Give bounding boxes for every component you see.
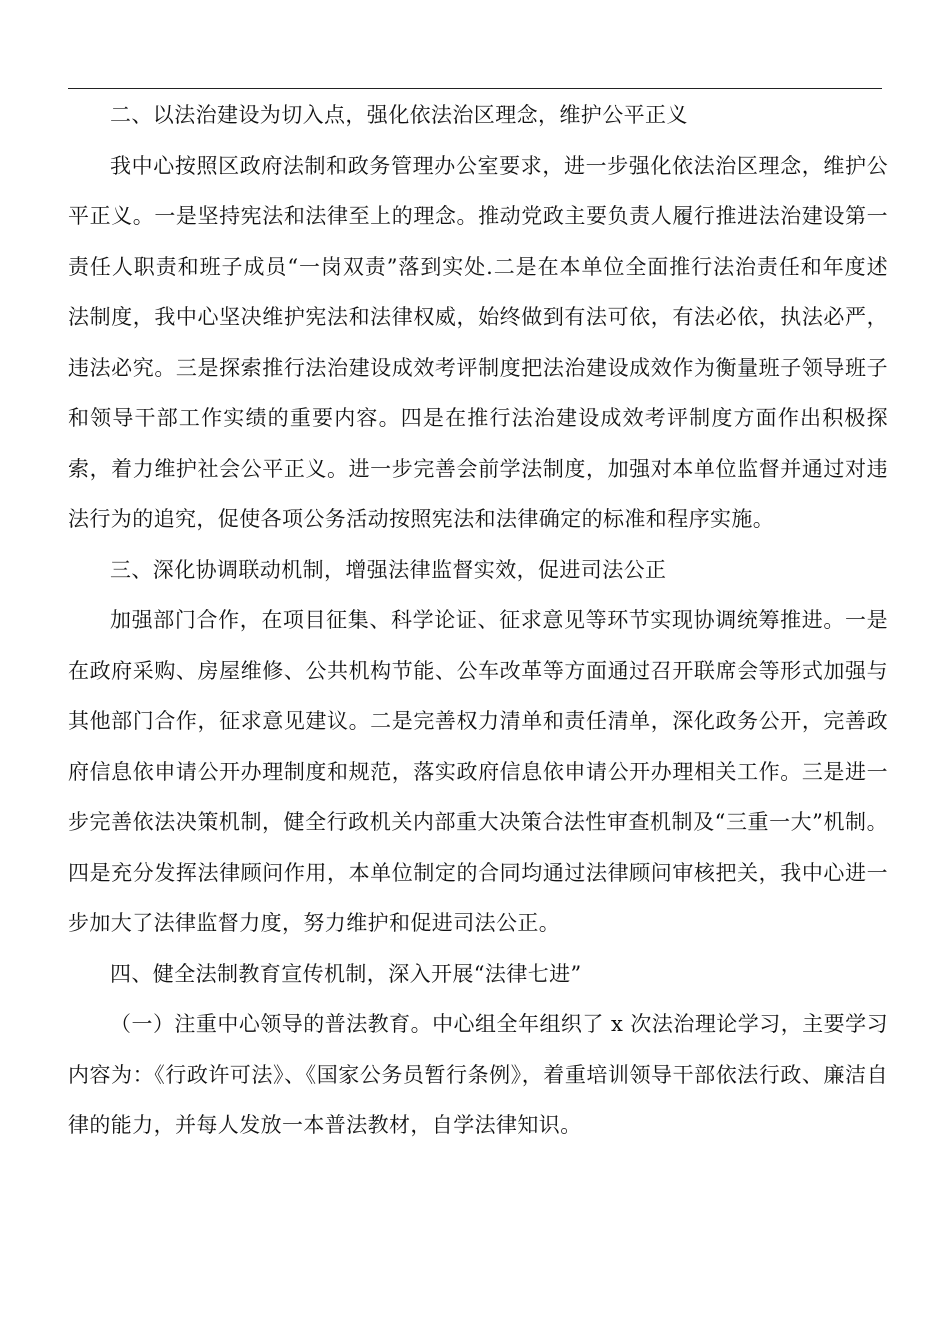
body-paragraph: 我中心按照区政府法制和政务管理办公室要求，进一步强化依法治区理念，维护公平正义。一是坚持宪法和法律至上的理念。推动党政主要负责人履行推进法治建设第一责任人职责和班子成员“一岗双责”落到实处.二是在本单位全面推行法治责任和年度述法制度，我中心坚决维护宪法和法律权威，始终做到有法可依，有法必依，执法必严，违法必究。三是探索推行法治建设成效考评制度把法治建设成效作为衡量班子领导班子和领导干部工作实绩的重要内容。四是在推行法治建设成效考评制度方面作出积极探索，着力维护社会公平正义。进一步完善会前学法制度，加强对本单位监督并通过对违法行为的追究，促使各项公务活动按照宪法和法律确定的标准和程序实施。: [68, 153, 888, 531]
header-rule: [68, 88, 882, 89]
section-heading: 四、健全法制教育宣传机制，深入开展“法律七进”: [110, 961, 582, 986]
body-paragraph: 加强部门合作，在项目征集、科学论证、征求意见等环节实现协调统筹推进。一是在政府采购、房屋维修、公共机构节能、公车改革等方面通过召开联席会等形式加强与其他部门合作，征求意见建议。二是完善权力清单和责任清单，深化政务公开，完善政府信息依申请公开办理制度和规范，落实政府信息依申请公开办理相关工作。三是进一步完善依法决策机制，健全行政机关内部重大决策合法性审查机制及“三重一大”机制。四是充分发挥法律顾问作用，本单位制定的合同均通过法律顾问审核把关，我中心进一步加大了法律监督力度，努力维护和促进司法公正。: [68, 608, 888, 935]
body-paragraph: （一）注重中心领导的普法教育。中心组全年组织了 x 次法治理论学习，主要学习内容为：《行政许可法》、《国家公务员暂行条例》，着重培训领导干部依法行政、廉洁自律的能力，并每人发放一本普法教材，自学法律知识。: [68, 1012, 888, 1137]
document-body: [68, 90, 888, 1151]
section-heading: 三、深化协调联动机制，增强法律监督实效，促进司法公正: [110, 557, 667, 582]
section-heading: 二、以法治建设为切入点，强化依法治区理念，维护公平正义: [110, 103, 688, 127]
